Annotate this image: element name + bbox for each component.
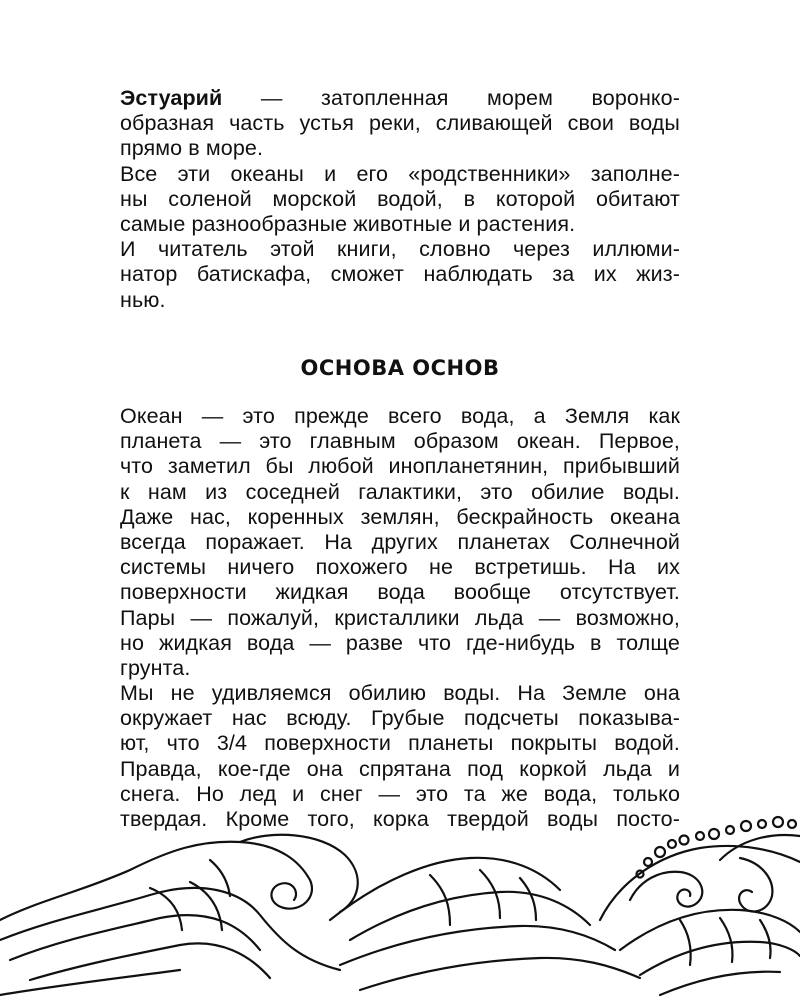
text-line: поверхности жидкая вода вообще отсутствует. (120, 580, 680, 605)
text-line: образная часть устья реки, сливающей свои воды (120, 111, 680, 136)
text-line: Мы не удивляемся обилию воды. На Земле она (120, 681, 680, 706)
text-line: планета — это главным образом океан. Первое, (120, 429, 680, 454)
text-line: нью. (120, 287, 166, 312)
text-line: твердая. Кроме того, корка твердой воды посто- (120, 807, 680, 831)
text-line: Даже нас, коренных землян, бескрайность океана (120, 504, 680, 529)
text-line: ны соленой морской водой, в которой обитают (120, 186, 680, 211)
text-line: но жидкая вода — разве что где-нибудь в толще (120, 630, 680, 655)
text-line: грунта. (120, 655, 191, 680)
text-line: Пары — пожалуй, кристаллики льда — возможно, (120, 605, 680, 630)
text-line: снега. Но лед и снег — это та же вода, только (120, 781, 680, 806)
text-line: системы ничего похожего не встретишь. На их (120, 555, 680, 580)
text-line: Все эти океаны и его «родственники» заполне- (120, 161, 680, 186)
text-line: ют, что 3/4 поверхности планеты покрыты водой. (120, 731, 680, 756)
text-line: И читатель этой книги, словно через иллюми- (120, 237, 680, 262)
intro-text (120, 86, 680, 313)
text-line: прямо в море. (120, 136, 264, 161)
text-line: всегда поражает. На других планетах Солнечной (120, 529, 680, 554)
text-line: Океан — это прежде всего вода, а Земля как (120, 404, 680, 428)
text-line: что заметил бы любой инопланетянин, прибывший (120, 454, 680, 479)
text-line: к нам из соседней галактики, это обилие воды. (120, 479, 680, 504)
text-line: натор батискафа, сможет наблюдать за их жиз- (120, 262, 680, 287)
term-estuary: Эстуарий (120, 86, 223, 110)
text-line: самые разнообразные животные и растения. (120, 211, 576, 236)
section-body (120, 404, 680, 832)
text-line: окружает нас всюду. Грубые подсчеты показыва- (120, 706, 680, 731)
text-line: Правда, кое-где она спрятана под коркой льда и (120, 756, 680, 781)
waves-illustration (0, 800, 800, 1000)
text-line: Эстуарий — затопленная морем воронко- (120, 86, 680, 110)
section-heading: ОСНОВА ОСНОВ (300, 356, 500, 380)
